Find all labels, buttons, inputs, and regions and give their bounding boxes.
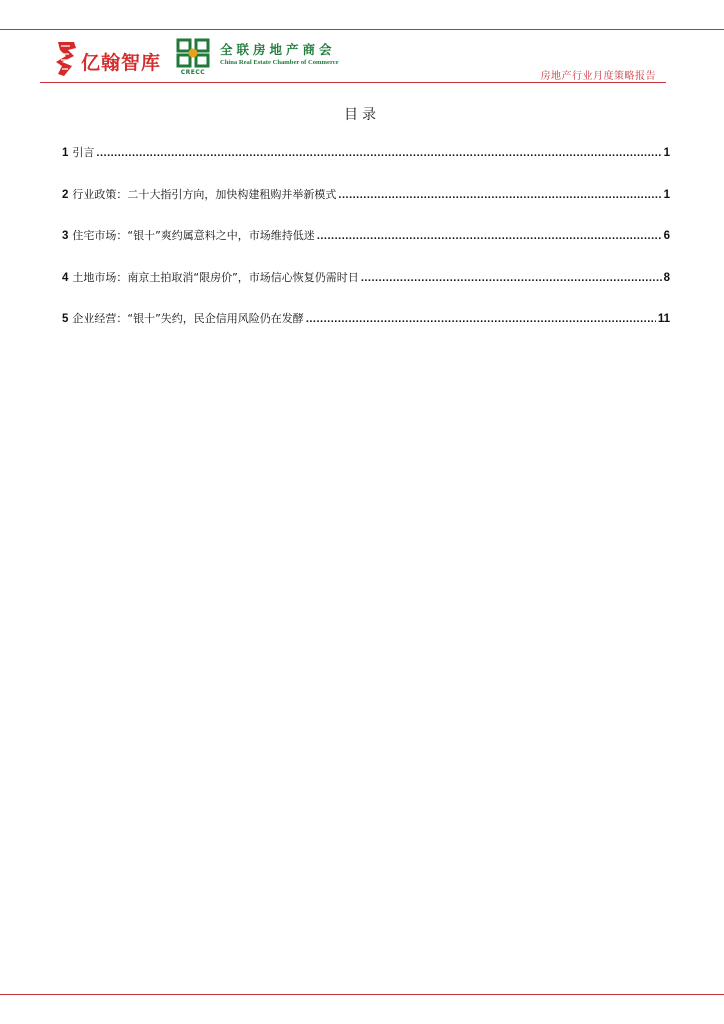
crecc-logo-abbr: CRECC bbox=[180, 69, 206, 76]
toc-entry[interactable] bbox=[62, 269, 670, 285]
toc-leader-dots bbox=[317, 230, 662, 242]
crecc-logo-mark-icon bbox=[176, 38, 210, 68]
toc-entry-text: 企业经营：“银十”失约，民企信用风险仍在发酵 bbox=[72, 312, 304, 325]
header-top-rule bbox=[0, 29, 724, 30]
toc-entry-page: 11 bbox=[657, 313, 670, 325]
crecc-logo-en-name: China Real Estate Chamber of Commerce bbox=[220, 59, 339, 66]
toc-entry-text: 土地市场：南京土拍取消“限房价”，市场信心恢复仍需时日 bbox=[72, 270, 359, 284]
toc-entry-text: 住宅市场：“银十”爽约属意料之中，市场维持低迷 bbox=[72, 229, 315, 242]
yihan-logo-mark-icon bbox=[54, 40, 78, 78]
toc-entry-number: 3 bbox=[62, 230, 69, 242]
report-type-label: 房地产行业月度策略报告 bbox=[540, 71, 656, 82]
yihan-logo-text: 亿翰智库 bbox=[81, 52, 162, 74]
toc-entry-page: 6 bbox=[663, 230, 670, 242]
crecc-logo bbox=[176, 38, 356, 80]
toc-entry-page: 8 bbox=[663, 271, 670, 284]
toc-entry-number: 4 bbox=[62, 271, 69, 284]
crecc-logo-cn-name: 全联房地产商会 bbox=[220, 42, 336, 57]
toc-entry-text: 引言 bbox=[72, 146, 95, 159]
toc-leader-dots bbox=[361, 272, 662, 284]
toc-entry-page: 1 bbox=[663, 188, 670, 201]
toc-entry-text: 行业政策：二十大指引方向，加快构建租购并举新模式 bbox=[72, 187, 337, 201]
header-rule bbox=[40, 82, 666, 83]
toc-entry[interactable] bbox=[62, 227, 670, 243]
toc-leader-dots bbox=[306, 313, 656, 325]
toc-entry[interactable] bbox=[62, 310, 670, 326]
toc-leader-dots bbox=[96, 147, 661, 159]
footer-rule bbox=[0, 994, 724, 995]
toc-entry-page: 1 bbox=[663, 147, 670, 159]
toc-leader-dots bbox=[338, 189, 661, 201]
toc-entry-number: 5 bbox=[62, 313, 69, 325]
toc-entry-number: 1 bbox=[62, 147, 69, 159]
table-of-contents bbox=[62, 144, 670, 352]
yihan-logo bbox=[54, 40, 174, 78]
toc-title: 目录 bbox=[344, 107, 380, 123]
toc-entry[interactable] bbox=[62, 144, 670, 160]
toc-entry[interactable] bbox=[62, 186, 670, 202]
toc-entry-number: 2 bbox=[62, 188, 69, 201]
